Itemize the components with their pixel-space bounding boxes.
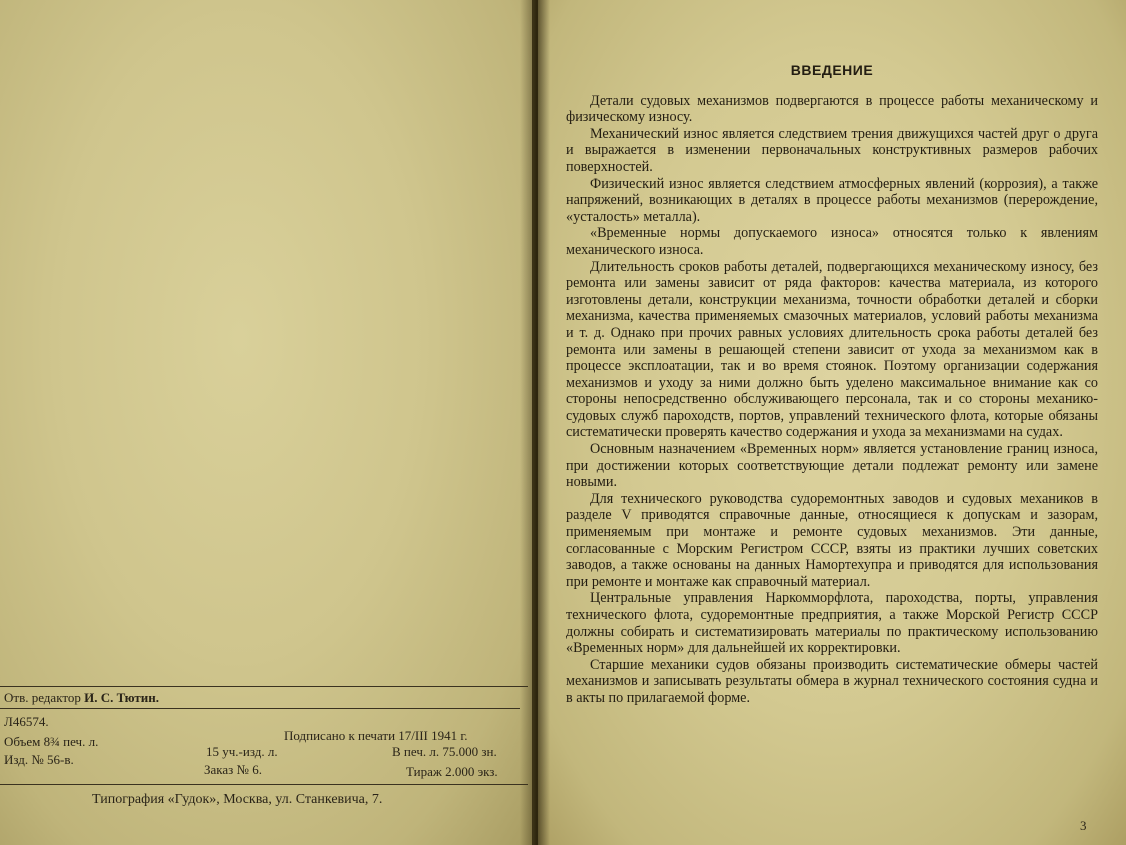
- imprint-rule-top: [0, 686, 528, 687]
- paragraph-7: Для технического руководства судоремонтных заводов и судовых механиков в разделе V приводятся справочные данные, относящиеся к допускам и зазорам, применяемым при монтаже и ремонте судовых механизмов. Эти данные, согласованные с Морским Регистром СССР, взяты из практики лучших советских заводов, а также основаны на данных Намортехупра и приводятся для использования при ремонте и монтаже как справочный материал.: [566, 490, 1098, 590]
- paragraph-6: Основным назначением «Временных норм» является установление границ износа, при достижении которых соответствующие детали подлежат ремонту или замене новыми.: [566, 441, 1098, 491]
- print-run-text: Тираж 2.000 экз.: [406, 764, 498, 779]
- order-text: Заказ № 6.: [204, 762, 262, 777]
- signed-text: Подписано к печати 17/III 1941 г.: [284, 728, 468, 743]
- imprint-rule-bottom: [0, 784, 528, 785]
- introduction-text: [566, 62, 1098, 707]
- page-number: 3: [1080, 818, 1087, 833]
- chars-text: В печ. л. 75.000 зн.: [392, 744, 497, 759]
- section-heading: ВВЕДЕНИЕ: [790, 62, 874, 78]
- paragraph-5: Длительность сроков работы деталей, подвергающихся механическому износу, без ремонта или замены зависит от ряда факторов: качества материала, из которого изготовлены детали, конструкции механизма, точности обработки деталей и сборки механизма, качества применяемых смазочных материалов, условий работы механизма и т. д. Однако при прочих равных условиях длительность срока работы деталей без ремонта или замены в решающей степени зависит от ухода за механизмом как в процессе эксплоатации, так и во время стоянок. Поэтому организации содержания механизмов и уходу за ними должно быть уделено максимальное внимание как со стороны непосредственно обслуживающего персонала, так и со стороны механико-судовых служб пароходств, портов, управлений технического флота, которые обязаны систематически проверять качество содержания и ухода за механизмами на судах.: [566, 258, 1098, 441]
- editor-line: [4, 690, 159, 706]
- editor-name: И. С. Тютин.: [84, 690, 160, 705]
- paragraph-3: Физический износ является следствием атмосферных явлений (коррозия), а также напряжений, возникающих в деталях в процессе работы механизмов (перерождение, «усталость» металла).: [566, 175, 1098, 225]
- catalog-code: Л46574.: [4, 714, 49, 729]
- paragraph-2: Механический износ является следствием трения движущихся частей друг о друга и выражается в изменении первоначальных конструктивных размеров рабочих поверхностей.: [566, 125, 1098, 175]
- edition-text: Изд. № 56-в.: [4, 752, 74, 767]
- paragraph-8: Центральные управления Наркомморфлота, пароходства, порты, управления технического флота, судоремонтные предприятия, а также Морской Регистр СССР должны собирать и систематизировать материалы по практическому использованию «Временных норм» для дальнейшей их корректировки.: [566, 590, 1098, 657]
- editor-label: Отв. редактор: [4, 690, 81, 705]
- printer-text: Типография «Гудок», Москва, ул. Станкевича, 7.: [92, 792, 383, 807]
- paragraph-9: Старшие механики судов обязаны производить систематические обмеры частей механизмов и записывать результаты обмера в журнал технического состояния судна и в акты по прилагаемой форме.: [566, 656, 1098, 706]
- book-gutter: [520, 0, 550, 845]
- imprint-rule-middle: [0, 708, 520, 709]
- uch-izd-text: 15 уч.-изд. л.: [206, 744, 278, 759]
- paragraph-1: Детали судовых механизмов подвергаются в процессе работы механическому и физическому износу.: [566, 92, 1098, 126]
- paragraph-4: «Временные нормы допускаемого износа» относятся только к явлениям механического износа.: [566, 225, 1098, 258]
- volume-text: Объем 8¾ печ. л.: [4, 734, 99, 749]
- left-page: [0, 0, 532, 845]
